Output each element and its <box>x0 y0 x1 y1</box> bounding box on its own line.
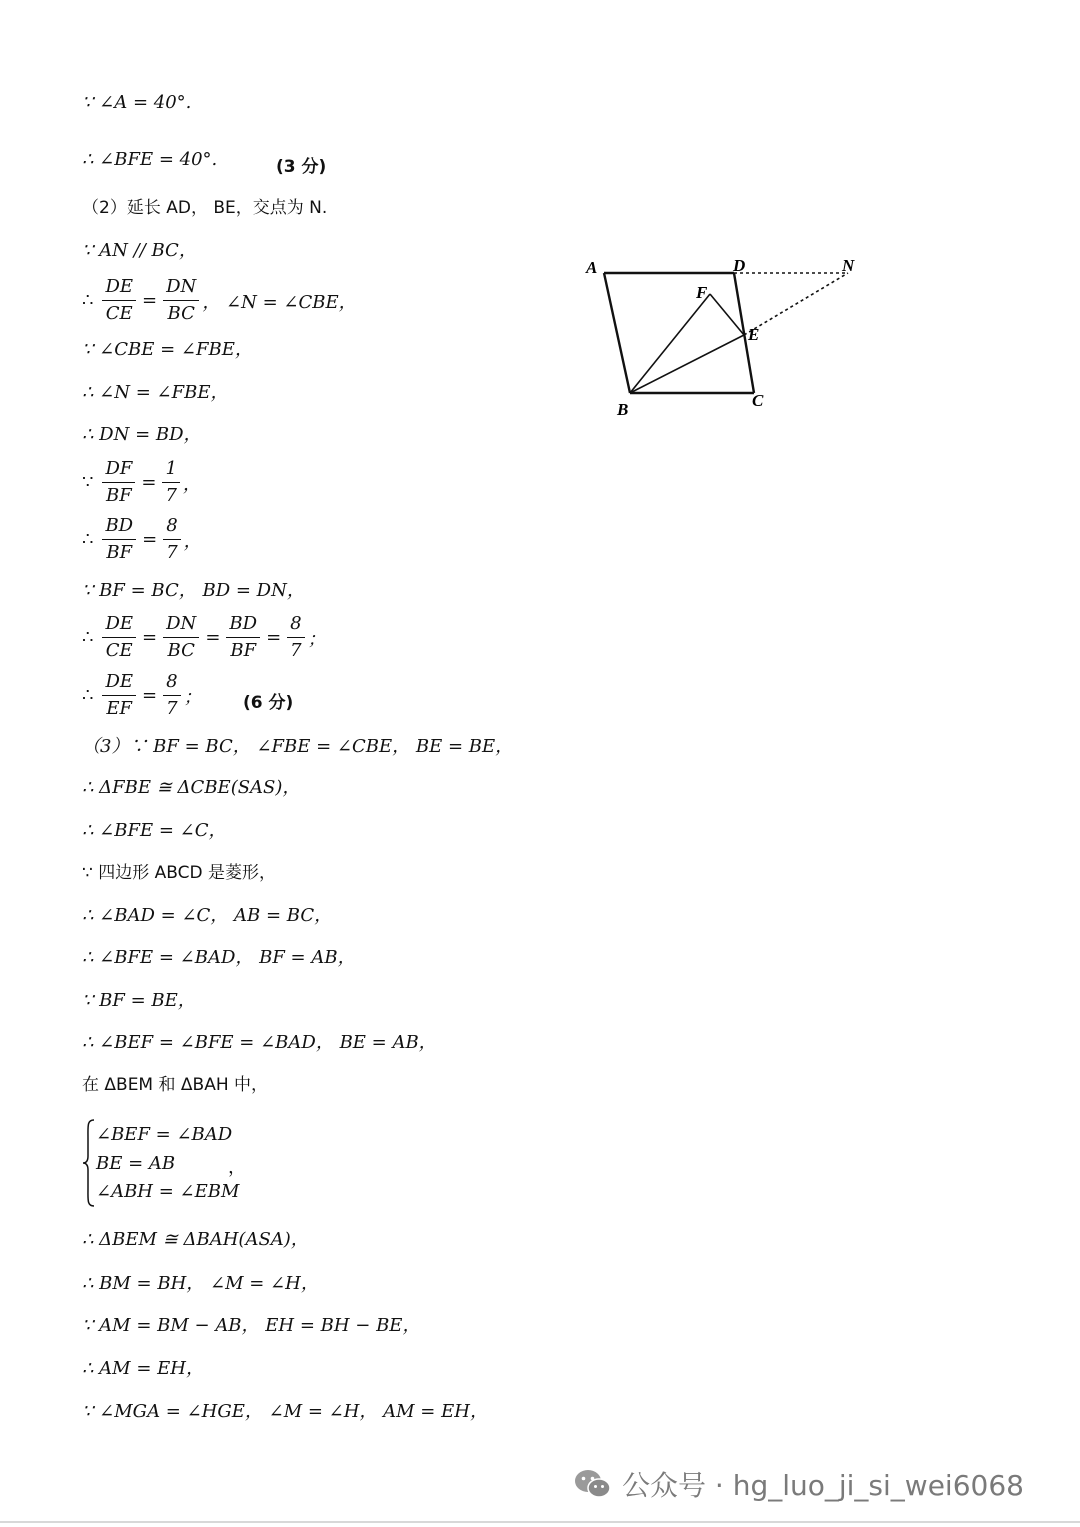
line-congruent-sas: ∴ ΔFBE ≅ ΔCBE(SAS)， <box>82 777 301 798</box>
line-am-eh-def: ∵ AM = BM − AB， EH = BH − BE， <box>82 1315 421 1336</box>
line-parallel: ∵ AN // BC， <box>82 240 197 261</box>
brace-comma: ， <box>228 1157 246 1178</box>
fraction: $\frac{DN}{BC}$ <box>163 277 199 324</box>
condition-1: ∠BEF = ∠BAD <box>96 1124 233 1145</box>
fraction: $\frac{BD}{BF}$ <box>226 614 260 661</box>
wechat-icon <box>574 1468 612 1500</box>
line-chain-ratio: ∴ $\frac{DE}{CE}$ = $\frac{DN}{BC}$ = $\frac{BD}{BF}$ = $\frac{8}{7}$ ； <box>82 613 326 661</box>
line-bad-c: ∴ ∠BAD = ∠C， AB = BC， <box>82 905 333 926</box>
fraction: $\frac{BD}{BF}$ <box>102 516 136 563</box>
fraction: $\frac{DE}{CE}$ <box>102 614 136 661</box>
line-bm-bh: ∴ BM = BH， ∠M = ∠H， <box>82 1273 319 1294</box>
line-mga-hge: ∵ ∠MGA = ∠HGE， ∠M = ∠H， AM = EH， <box>82 1401 488 1422</box>
score-3: (3 分) <box>276 157 327 177</box>
segment-bf <box>630 294 710 393</box>
watermark <box>574 1464 1024 1504</box>
line-bfe-bad: ∴ ∠BFE = ∠BAD， BF = AB， <box>82 947 356 968</box>
geometry-figure <box>570 245 880 425</box>
line-df-bf: ∵ $\frac{DF}{BF}$ = $\frac{1}{7}$ ， <box>82 458 201 506</box>
line-n-fbe: ∴ ∠N = ∠FBE， <box>82 382 229 403</box>
therefore-symbol: ∴ <box>82 290 94 312</box>
condition-3: ∠ABH = ∠EBM <box>96 1181 240 1202</box>
fraction: $\frac{DF}{BF}$ <box>102 459 135 506</box>
line-bf-be: ∵ BF = BE， <box>82 990 196 1011</box>
fraction: $\frac{8}{7}$ <box>287 614 304 661</box>
line-de-ef: ∴ $\frac{DE}{EF}$ = $\frac{8}{7}$ ； <box>82 671 202 719</box>
watermark-text: 公众号 · hg_luo_ji_si_wei6068 <box>622 1469 1024 1502</box>
line-rhombus: ∵ 四边形 ABCD 是菱形， <box>82 863 276 883</box>
line-part2-intro: （2）延长 AD， BE，交点为 N. <box>82 198 328 218</box>
label-f: F <box>696 283 708 302</box>
left-brace <box>82 1118 96 1208</box>
line-bf-bc: ∵ BF = BC， BD = DN， <box>82 580 305 601</box>
condition-2: BE = AB <box>96 1153 176 1174</box>
score-6: (6 分) <box>243 693 294 713</box>
label-a: A <box>586 258 598 277</box>
fraction: $\frac{8}{7}$ <box>163 672 180 719</box>
line-angle-bfe: ∴ ∠BFE = 40°. <box>82 149 218 170</box>
line-bd-bf: ∴ $\frac{BD}{BF}$ = $\frac{8}{7}$ ， <box>82 515 202 563</box>
fraction: $\frac{DN}{BC}$ <box>163 614 199 661</box>
line-bfe-c: ∴ ∠BFE = ∠C， <box>82 820 227 841</box>
segment-be <box>630 335 744 393</box>
fraction: $\frac{8}{7}$ <box>163 516 180 563</box>
fraction: $\frac{1}{7}$ <box>162 459 179 506</box>
bottom-divider <box>0 1521 1080 1523</box>
fraction: $\frac{DE}{CE}$ <box>102 277 136 324</box>
line-dn-bd: ∴ DN = BD， <box>82 424 202 445</box>
line-part3-intro: （3）∵ BF = BC， ∠FBE = ∠CBE， BE = BE， <box>82 736 514 757</box>
segment-ab <box>604 273 630 393</box>
line-bef-bad: ∴ ∠BEF = ∠BFE = ∠BAD， BE = AB， <box>82 1032 437 1053</box>
line-am-eh: ∴ AM = EH， <box>82 1358 204 1379</box>
condition-brace <box>82 1118 282 1208</box>
line-congruent-asa: ∴ ΔBEM ≅ ΔBAH(ASA)， <box>82 1229 309 1250</box>
fraction: $\frac{DE}{EF}$ <box>102 672 136 719</box>
label-n: N <box>842 256 855 275</box>
label-b: B <box>617 400 629 419</box>
line-ratio-de-ce: ∴ $\frac{DE}{CE}$ = $\frac{DN}{BC}$ ， ∠N = ∠CBE， <box>82 276 357 324</box>
label-c: C <box>752 391 764 410</box>
label-e: E <box>748 325 760 344</box>
label-d: D <box>733 256 746 275</box>
dotted-en <box>744 273 848 335</box>
line-cbe-fbe: ∵ ∠CBE = ∠FBE， <box>82 339 253 360</box>
line-triangles-intro: 在 ΔBEM 和 ΔBAH 中， <box>82 1075 269 1095</box>
line-angle-a: ∵ ∠A = 40°. <box>82 92 192 113</box>
